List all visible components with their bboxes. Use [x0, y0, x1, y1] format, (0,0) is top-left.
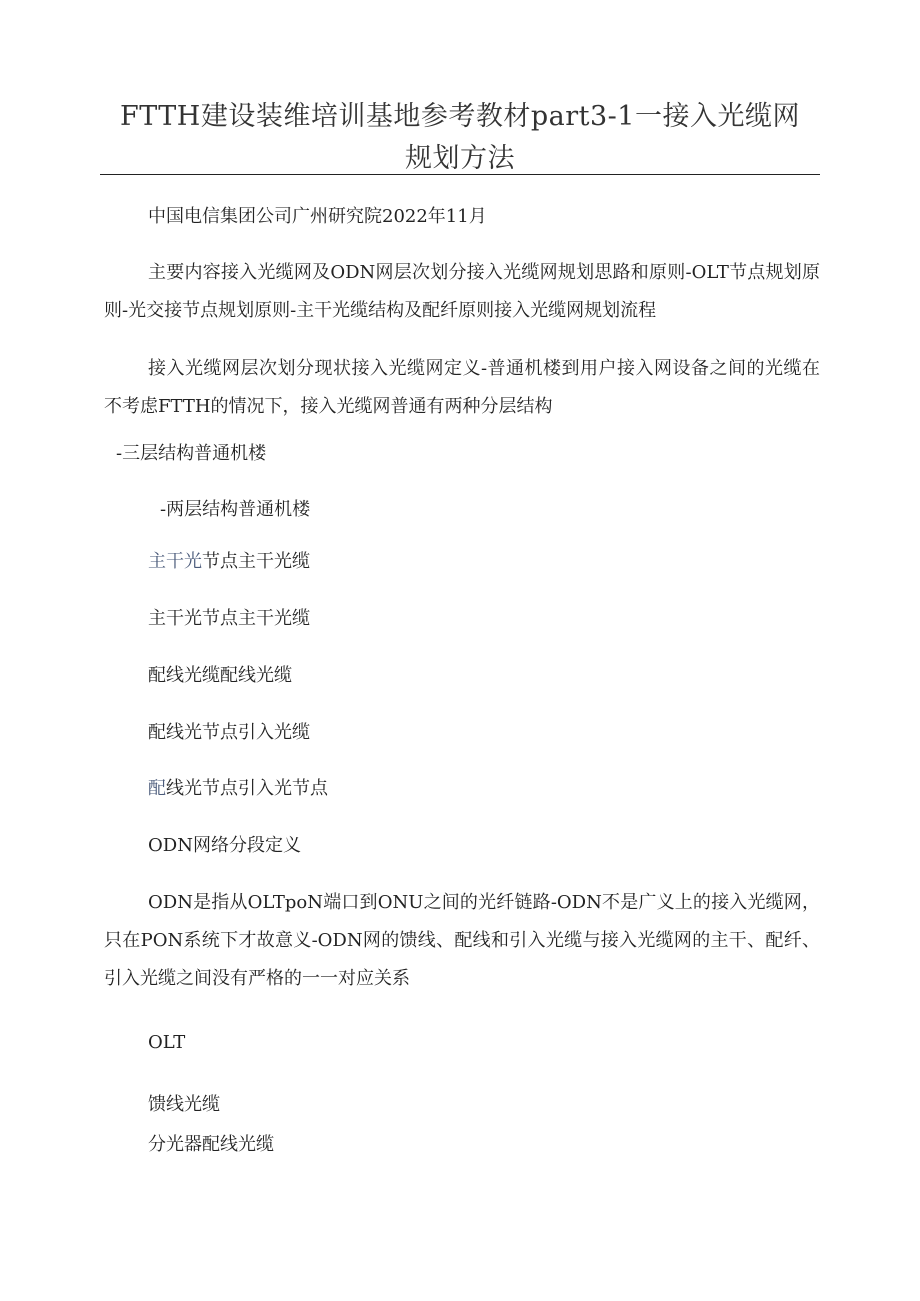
- summary-paragraph: 主要内容接入光缆网及ODN网层次划分接入光缆网规划思路和原则-OLT节点规划原则-光交接节点规划原则-主干光缆结构及配纤原则接入光缆网规划流程: [104, 262, 820, 321]
- layer-definition-paragraph: 接入光缆网层次划分现状接入光缆网定义-普通机楼到用户接入网设备之间的光缆在不考虑FTTH的情况下，接入光缆网普通有两种分层结构: [104, 358, 820, 417]
- title-line-2: 规划方法: [405, 143, 515, 174]
- list-item-1-accent: 主干光: [148, 551, 202, 572]
- title-line-1: FTTH建设装维培训基地参考教材part3-1一接入光缆网: [120, 101, 800, 132]
- list-item-5-rest: 线光节点引入光节点: [166, 778, 328, 799]
- three-layer-structure: -三层结构普通机楼: [116, 443, 267, 464]
- list-item-3: 配线光缆配线光缆: [148, 665, 292, 686]
- author-line: 中国电信集团公司广州研究院2022年11月: [148, 206, 487, 227]
- olt-label: OLT: [148, 1032, 186, 1053]
- feeder-cable-label: 馈线光缆: [148, 1094, 220, 1115]
- list-item-2: 主干光节点主干光缆: [148, 608, 310, 629]
- list-item-4: 配线光节点引入光缆: [148, 722, 310, 743]
- list-item-1: [148, 543, 310, 581]
- title-divider: [100, 174, 820, 175]
- list-item-1-rest: 节点主干光缆: [202, 551, 310, 572]
- list-item-5-accent: 配: [148, 778, 166, 799]
- splitter-cable-label: 分光器配线光缆: [148, 1134, 274, 1155]
- odn-heading: ODN网络分段定义: [148, 835, 301, 856]
- document-title: [100, 96, 820, 180]
- two-layer-structure: -两层结构普通机楼: [160, 499, 311, 520]
- list-item-5: [148, 770, 328, 808]
- odn-definition-paragraph: ODN是指从OLTpoN端口到ONU之间的光纤链路-ODN不是广义上的接入光缆网，只在PON系统下才故意义-ODN网的馈线、配线和引入光缆与接入光缆网的主干、配纤、引入光缆之间没有严格的一一对应关系: [104, 892, 820, 989]
